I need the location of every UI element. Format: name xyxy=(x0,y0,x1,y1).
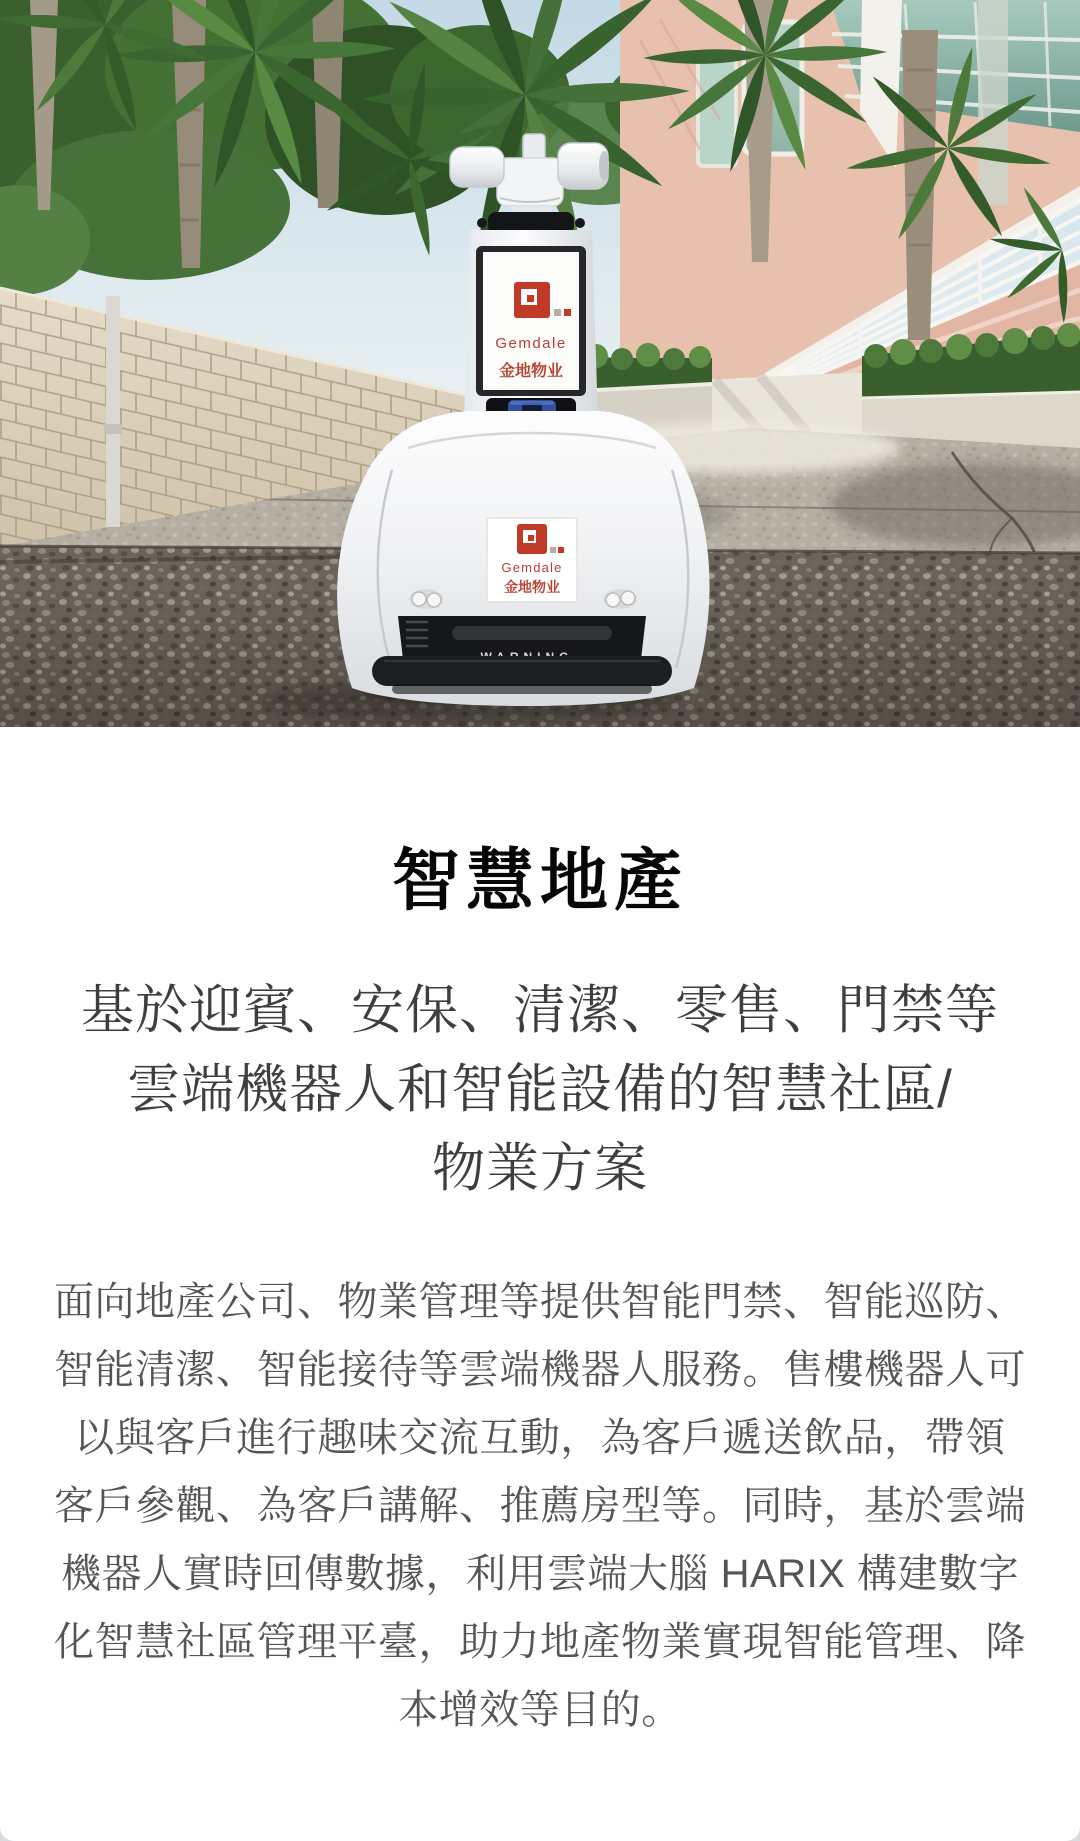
tower-sign-brand-zh: 金地物业 xyxy=(498,363,564,380)
tower-sign-brand-en: Gemdale xyxy=(495,335,567,352)
subtitle-line: 雲端機器人和智能設備的智慧社區/ xyxy=(127,1060,953,1119)
subtitle-line: 物業方案 xyxy=(432,1139,648,1198)
wall-pipe xyxy=(106,296,120,527)
section-body xyxy=(0,1268,1080,1744)
subtitle-line: 基於迎賓、安保、清潔、零售、門禁等 xyxy=(81,981,999,1040)
body-line: 以與客戶進行趣味交流互動，為客戶遞送飲品，帶領 xyxy=(74,1416,1006,1460)
body-sign-brand-zh: 金地物业 xyxy=(504,579,560,595)
smart-real-estate-section xyxy=(0,843,1080,1744)
body-line: 面向地產公司、物業管理等提供智能門禁、智能巡防、 xyxy=(54,1280,1026,1324)
hero-photo xyxy=(0,0,1080,727)
body-line: 客戶參觀、為客戶講解、推薦房型等。同時，基於雲端 xyxy=(54,1484,1026,1528)
body-line: 機器人實時回傳數據，利用雲端大腦 HARIX 構建數字 xyxy=(61,1552,1019,1596)
body-line: 智能清潔、智能接待等雲端機器人服務。售樓機器人可 xyxy=(54,1348,1026,1392)
robot-tower xyxy=(464,230,598,422)
section-subtitle xyxy=(0,971,1080,1208)
body-sign-brand-en: Gemdale xyxy=(501,560,563,575)
robot-tower-sign xyxy=(483,252,579,390)
body-line: 本增效等目的。 xyxy=(398,1688,682,1732)
page-title: 智慧地產 xyxy=(391,843,688,919)
robot-body xyxy=(337,411,709,706)
robot-body-sign xyxy=(487,518,577,602)
body-line: 化智慧社區管理平臺，助力地產物業實現智能管理、降 xyxy=(54,1620,1026,1664)
